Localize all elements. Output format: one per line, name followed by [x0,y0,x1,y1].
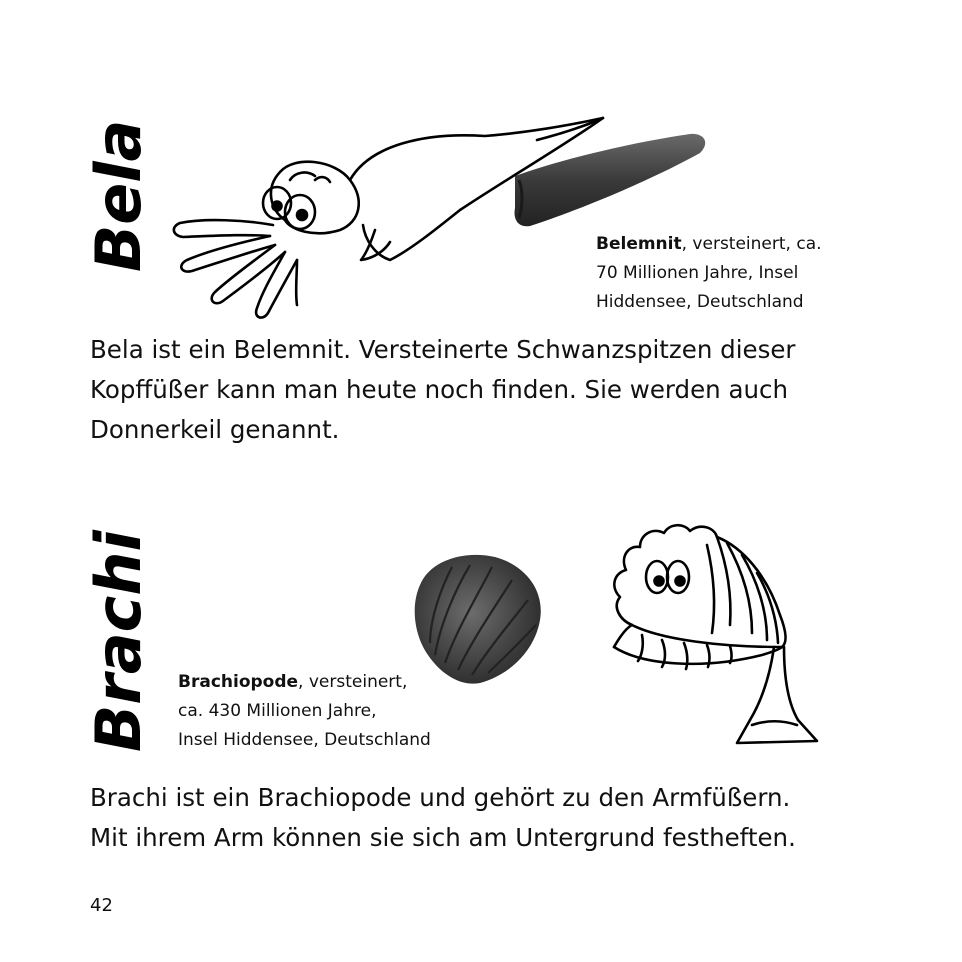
page-number: 42 [90,895,113,916]
paragraph-bela-line3: Donnerkeil genannt. [90,415,340,444]
section-title-bela: Bela [82,119,155,272]
paragraph-bela-line2: Kopffüßer kann man heute noch finden. Sie werden auch [90,375,789,404]
section-title-brachi: Brachi [82,530,155,752]
caption-belemnit-line1: , versteinert, ca. [681,234,822,254]
paragraph-bela-line1: Bela ist ein Belemnit. Versteinerte Schwanzspitzen dieser [90,335,796,364]
caption-belemnit-bold: Belemnit [596,234,682,254]
paragraph-brachi [90,778,870,858]
paragraph-brachi-line1: Brachi ist ein Brachiopode und gehört zu den Armfüßern. [90,783,791,812]
caption-belemnit [596,230,856,317]
caption-belemnit-line2: 70 Millionen Jahre, Insel [596,263,799,283]
caption-brachiopode-bold: Brachiopode [178,672,299,692]
caption-brachiopode [178,668,468,755]
caption-brachiopode-line3: Insel Hiddensee, Deutschland [178,730,431,750]
caption-brachiopode-line2: ca. 430 Millionen Jahre, [178,701,377,721]
paragraph-brachi-line2: Mit ihrem Arm können sie sich am Untergrund festheften. [90,823,796,852]
belemnite-fossil-photo [505,128,715,233]
brachiopod-cartoon-illustration [602,515,822,750]
paragraph-bela [90,330,870,450]
caption-brachiopode-line1: , versteinert, [298,672,408,692]
caption-belemnit-line3: Hiddensee, Deutschland [596,292,804,312]
